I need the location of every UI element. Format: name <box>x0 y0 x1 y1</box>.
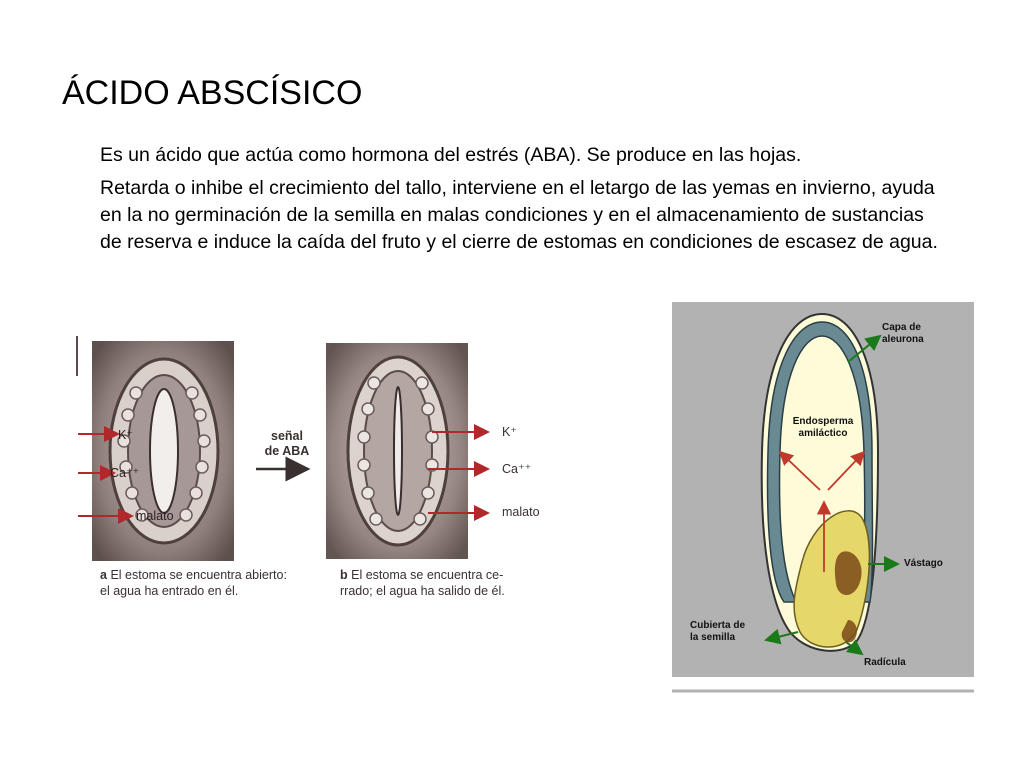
signal-label-line1: señal <box>271 429 303 443</box>
paragraph-aba-effects: Retarda o inhibe el crecimiento del tallo, interviene en el letargo de las yemas en invierno, ayuda en la no germinación de la semilla en malas condiciones y en el almacenamiento de sustancias de reserva e induce la caída del fruto y el cierre de estomas en condiciones de escasez de agua. <box>100 177 938 253</box>
slide-title: ÁCIDO ABSCÍSICO <box>62 74 363 112</box>
caption-closed-stoma <box>340 567 550 599</box>
label-aleurone <box>882 322 924 346</box>
caption-a-line1: El estoma se encuentra abierto: <box>110 568 287 582</box>
ion-ca-right: Ca⁺⁺ <box>502 462 532 476</box>
open-stoma-photo <box>78 341 234 561</box>
signal-label <box>262 429 312 459</box>
closed-stoma-photo <box>326 343 488 559</box>
seed-figure <box>672 302 974 698</box>
malate-right: malato <box>502 505 540 519</box>
caption-b-line2: rrado; el agua ha salido de él. <box>340 584 505 598</box>
caption-b-letter: b <box>340 568 348 582</box>
stomata-figure <box>76 333 556 603</box>
label-coat-line1: Cubierta de <box>690 620 746 631</box>
caption-a-letter: a <box>100 568 107 582</box>
caption-b-line1: El estoma se encuentra ce- <box>351 568 504 582</box>
label-endosperm-line1: Endosperma <box>792 416 854 427</box>
label-radicle: Radícula <box>864 657 906 668</box>
label-coat-line2: la semilla <box>690 632 736 643</box>
ion-k-left: K⁺ <box>118 428 133 442</box>
paragraph-aba-intro: Es un ácido que actúa como hormona del estrés (ABA). Se produce en las hojas. <box>100 144 802 166</box>
caption-a-line2: el agua ha entrado en él. <box>100 584 239 598</box>
malate-left: malato <box>136 509 174 523</box>
stomata-illustration <box>76 333 556 603</box>
signal-label-line2: de ABA <box>264 444 310 458</box>
caption-open-stoma <box>100 567 330 599</box>
ion-ca-left: Ca⁺⁺ <box>110 466 140 480</box>
label-aleurone-line2: aleurona <box>882 334 924 345</box>
label-seed-coat <box>690 620 745 644</box>
label-endosperm <box>786 416 860 440</box>
label-aleurone-line1: Capa de <box>882 322 921 333</box>
ion-k-right: K⁺ <box>502 425 517 439</box>
label-shoot: Vástago <box>904 558 943 569</box>
label-endosperm-line2: amiláctico <box>798 428 848 439</box>
